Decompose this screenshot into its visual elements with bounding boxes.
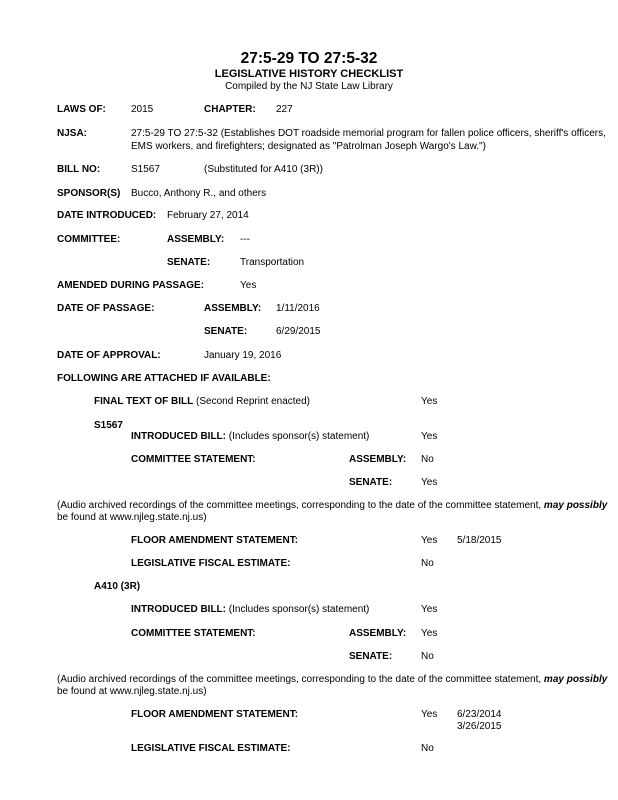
s1567-fiscal-label: LEGISLATIVE FISCAL ESTIMATE: [131, 558, 291, 569]
s1567-assembly-value: No [421, 454, 434, 465]
a410-audio-note-line-2: be found at www.njleg.state.nj.us) [57, 686, 207, 697]
a410-assembly-label: ASSEMBLY: [349, 628, 407, 639]
s1567-floor-date: 5/18/2015 [457, 535, 502, 546]
sponsors-value: Bucco, Anthony R., and others [131, 188, 267, 199]
committee-assembly-value: --- [240, 234, 250, 245]
sponsors-label: SPONSOR(S) [57, 188, 121, 199]
attached-heading: FOLLOWING ARE ATTACHED IF AVAILABLE: [57, 373, 271, 384]
laws-of-label: LAWS OF: [57, 104, 106, 115]
njsa-label: NJSA: [57, 128, 88, 139]
page-subtitle: LEGISLATIVE HISTORY CHECKLIST [214, 68, 404, 80]
final-text-label: FINAL TEXT OF BILL [94, 396, 194, 407]
s1567-heading: S1567 [94, 420, 123, 431]
a410-assembly-value: Yes [421, 628, 438, 639]
s1567-committee-statement-label: COMMITTEE STATEMENT: [131, 454, 256, 465]
s1567-assembly-label: ASSEMBLY: [349, 454, 407, 465]
a410-heading: A410 (3R) [94, 581, 141, 592]
compiled-by: Compiled by the NJ State Law Library [225, 81, 393, 92]
final-text-row [94, 396, 310, 408]
committee-label: COMMITTEE: [57, 234, 121, 245]
njsa-line-2: EMS workers, and firefighters; designated as "Patrolman Joseph Wargo's Law.") [131, 141, 486, 152]
a410-floor-date-2: 3/26/2015 [457, 721, 502, 732]
s1567-audio-note-line-2: be found at www.njleg.state.nj.us) [57, 512, 207, 523]
amended-label: AMENDED DURING PASSAGE: [57, 280, 205, 291]
a410-audio-pre: (Audio archived recordings of the committee meetings, corresponding to the date of the committee statement, [57, 674, 544, 685]
a410-introduced-value: Yes [421, 604, 438, 615]
chapter-value: 227 [276, 104, 293, 115]
s1567-floor-label: FLOOR AMENDMENT STATEMENT: [131, 535, 299, 546]
final-text-note: (Second Reprint enacted) [196, 396, 311, 407]
passage-senate-label: SENATE: [204, 326, 248, 337]
chapter-label: CHAPTER: [204, 104, 256, 115]
a410-committee-statement-label: COMMITTEE STATEMENT: [131, 628, 256, 639]
bill-no-label: BILL NO: [57, 164, 101, 175]
amended-value: Yes [240, 280, 257, 291]
approval-value: January 19, 2016 [204, 350, 282, 361]
a410-fiscal-value: No [421, 743, 434, 754]
s1567-introduced-row [131, 431, 369, 443]
final-text-value: Yes [421, 396, 438, 407]
a410-floor-label: FLOOR AMENDMENT STATEMENT: [131, 709, 299, 720]
s1567-floor-value: Yes [421, 535, 438, 546]
s1567-introduced-label: INTRODUCED BILL: [131, 431, 226, 442]
s1567-senate-value: Yes [421, 477, 438, 488]
a410-senate-value: No [421, 651, 434, 662]
passage-assembly-value: 1/11/2016 [276, 303, 320, 314]
approval-label: DATE OF APPROVAL: [57, 350, 161, 361]
njsa-line-1: 27:5-29 TO 27:5-32 (Establishes DOT roadside memorial program for fallen police officers, sheriff's officers, [131, 128, 606, 139]
s1567-audio-note-line-1 [57, 500, 607, 512]
a410-fiscal-label: LEGISLATIVE FISCAL ESTIMATE: [131, 743, 291, 754]
a410-senate-label: SENATE: [349, 651, 393, 662]
committee-assembly-label: ASSEMBLY: [167, 234, 225, 245]
passage-senate-value: 6/29/2015 [276, 326, 321, 337]
bill-no-value: S1567 [131, 164, 160, 175]
committee-senate-value: Transportation [240, 257, 305, 268]
a410-introduced-label: INTRODUCED BILL: [131, 604, 226, 615]
committee-senate-label: SENATE: [167, 257, 211, 268]
passage-label: DATE OF PASSAGE: [57, 303, 155, 314]
s1567-senate-label: SENATE: [349, 477, 393, 488]
s1567-audio-pre: (Audio archived recordings of the committee meetings, corresponding to the date of the committee statement, [57, 500, 544, 511]
s1567-audio-emph: may possibly [543, 500, 608, 511]
s1567-introduced-note: (Includes sponsor(s) statement) [228, 431, 370, 442]
bill-no-note: (Substituted for A410 (3R)) [204, 164, 323, 175]
a410-floor-date-1: 6/23/2014 [457, 709, 502, 720]
s1567-fiscal-value: No [421, 558, 434, 569]
laws-of-value: 2015 [131, 104, 154, 115]
a410-floor-value: Yes [421, 709, 438, 720]
date-introduced-value: February 27, 2014 [167, 210, 249, 221]
a410-audio-note-line-1 [57, 674, 607, 686]
a410-introduced-row [131, 604, 369, 616]
page-title: 27:5-29 TO 27:5-32 [240, 50, 378, 67]
a410-introduced-note: (Includes sponsor(s) statement) [228, 604, 370, 615]
passage-assembly-label: ASSEMBLY: [204, 303, 262, 314]
a410-audio-emph: may possibly [543, 674, 608, 685]
s1567-introduced-value: Yes [421, 431, 438, 442]
date-introduced-label: DATE INTRODUCED: [57, 210, 157, 221]
